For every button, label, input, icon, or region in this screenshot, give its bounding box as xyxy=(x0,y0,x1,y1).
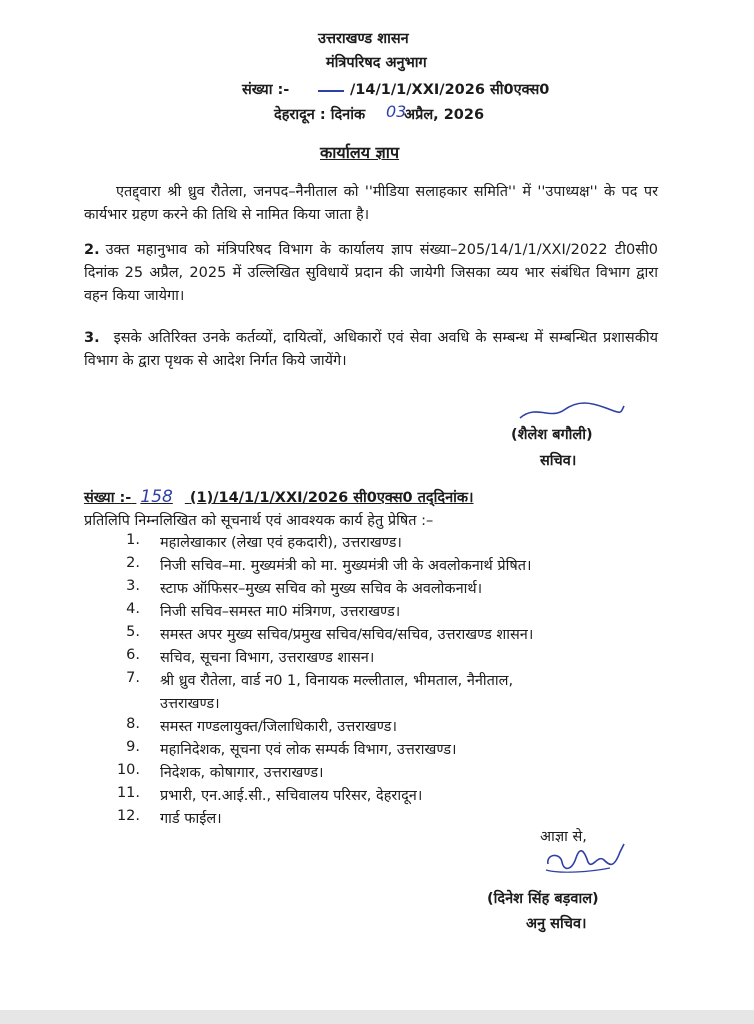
copy-recipient-list: 1. महालेखाकार (लेखा एवं हकदारी), उत्तराखण्ड। 2. निजी सचिव–मा. मुख्यमंत्री को मा. मुख्यमंत्री जी के अवलोकनार्थ प्रेषित। 3. स्टाफ ऑफिसर–मुख्य सचिव को मुख्य सचिव के अवलोकनार्थ। 4. निजी सचिव–समस्त मा0 मंत्रिगण, उत्तराखण्ड। 5. समस्त अपर मुख्य सचिव/प्रमुख सचिव/सचिव/सचिव, उत्तराखण्ड शासन। 6. सचिव, सूचना विभाग, उत्तराखण्ड शासन। 7. श्री ध्रुव रौतेला, वार्ड न0 1, विनायक मल्लीताल, भीमताल, नैनीताल, उत्तराखण्ड। 8. समस्त गण्डलायुक्त/जिलाधिकारी, उत्तराखण्ड। 9. महानिदेशक, सूचना एवं लोक सम्पर्क विभाग, उत्तराखण्ड। 10. निदेशक, कोषागार, उत्तराखण्ड। 11. प्रभारी, एन.आई.सी., सचिवालय परिसर, देहरादून। xyxy=(116,532,534,804)
date-month-year: अप्रैल, 2026 xyxy=(404,107,485,123)
scan-bottom-edge xyxy=(0,1010,754,1024)
secretary-designation: सचिव। xyxy=(540,453,577,469)
paragraph-3-number: 3. xyxy=(84,330,100,346)
place-date-label: देहरादून : दिनांक xyxy=(274,107,366,123)
paragraph-2 xyxy=(84,239,658,308)
copy-handwritten-number: 158 xyxy=(140,487,173,507)
government-heading: उत्तराखण्ड शासन xyxy=(318,31,409,47)
handwritten-dash xyxy=(318,90,344,92)
signature-secretary xyxy=(516,398,626,424)
office-memorandum-page: उत्तराखण्ड शासन मंत्रिपरिषद अनुभाग संख्या :- /14/1/1/XXI/2026 सी0एक्स0 देहरादून : दिनांक 03 अप्रैल, 2026 कार्यालय ज्ञाप एतद्द्वारा श्री ध्रुव रौतेला, जनपद–नैनीताल को ''मीडिया सलाहकार समिति'' में ''उपाध्यक्ष'' के पद पर कार्यभार ग्रहण करने की तिथि से नामित किया जाता है। 2. उक्त महानुभाव को मंत्रिपरिषद विभाग के कार्यालय ज्ञाप संख्या–205/14/1/1/XXI/2022 टी0सी0 दिनांक 25 अप्रैल, 2025 में उल्लिखित सुविधायें प्रदान की जायेगी जिसका व्यय भार संबंधित विभाग द्वारा वहन किया जायेगा। 3. इसके अतिरिक्त उनके कर्तव्यों, दायित्वों, अधिकारों एवं सेवा अवधि के सम्बन्ध में सम्बन्धित प्रशासकीय विभाग के द्वारा पृथक से आदेश निर्गत किये जायेंगे। (शैलेश बगौली) सचिव। संख्या :- 158 (1)/14/1/1/XXI/2026 सी0एक्स0 तद्‌दिनांक। प्रतिलिपि निम्नलिखित को सूचनार्थ एवं आवश्यक कार्य हेतु प्रेषित :– 1. महालेखाकार (लेखा एवं हकदारी), उत्तराखण्ड। 2. निजी सचिव–मा. मुख्यमंत्री को मा. मुख्यमंत्री जी के अवलोकनार्थ प्रेषित। 3. स्टाफ ऑफिसर–मुख्य सचिव को मुख्य सचिव के अवलोकनार्थ। 4. निजी सचिव–समस्त मा0 मंत्रिगण, उत्तराखण्ड। 5. समस्त अपर मुख्य सचिव/प्रमुख सचिव/सचिव/सचिव, उत्तराखण्ड शासन। 6. सचिव, सूचना विभाग, उत्तराखण्ड शासन। 7. श्री ध्रुव रौतेला, वार्ड न0 1, विनायक मल्लीताल, भीमताल, नैनीताल, उत्तराखण्ड। 8. समस्त गण्डलायुक्त/जिलाधिकारी, उत्तराखण्ड। 9. महानिदेशक, सूचना एवं लोक सम्पर्क विभाग, उत्तराखण्ड। 10. निदेशक, कोषागार, उत्तराखण्ड। 11. प्रभारी, एन.आई.सी., सचिवालय परिसर, देहरादून। 12. गार्ड फाईल। आज्ञा से, (दिनेश सिंह बड़वाल) अनु सचिव। xyxy=(0,0,754,1024)
under-secretary-designation: अनु सचिव। xyxy=(526,916,587,932)
copy-number-line xyxy=(84,487,474,507)
under-secretary-name: (दिनेश सिंह बड़वाल) xyxy=(487,891,599,907)
department-heading: मंत्रिपरिषद अनुभाग xyxy=(326,55,427,71)
reference-number-value: /14/1/1/XXI/2026 सी0एक्स0 xyxy=(350,82,550,98)
copy-intro: प्रतिलिपि निम्नलिखित को सूचनार्थ एवं आवश्यक कार्य हेतु प्रेषित :– xyxy=(84,513,434,529)
signature-under-secretary xyxy=(540,840,632,876)
handwritten-date: 03 xyxy=(386,102,407,121)
document-title: कार्यालय ज्ञाप xyxy=(320,143,400,162)
copy-number-label: संख्या :- xyxy=(84,490,132,506)
paragraph-1: एतद्द्वारा श्री ध्रुव रौतेला, जनपद–नैनीताल को ''मीडिया सलाहकार समिति'' में ''उपाध्यक्ष'' के पद पर कार्यभार ग्रहण करने की तिथि से नामित किया जाता है। xyxy=(84,184,658,223)
by-order-text: आज्ञा से, xyxy=(540,829,587,845)
reference-number-label: संख्या :- xyxy=(242,82,290,98)
secretary-name: (शैलेश बगौली) xyxy=(511,427,593,443)
paragraph-2-number: 2. xyxy=(84,242,100,258)
paragraph-3-text: इसके अतिरिक्त उनके कर्तव्यों, दायित्वों, अधिकारों एवं सेवा अवधि के सम्बन्ध में सम्बन्धित प्रशासकीय विभाग के द्वारा पृथक से आदेश निर्गत किये जायेंगे। xyxy=(84,330,658,369)
copy-number-rest: (1)/14/1/1/XXI/2026 सी0एक्स0 तद्‌दिनांक। xyxy=(189,490,474,506)
paragraph-3 xyxy=(84,327,658,373)
paragraph-2-text: उक्त महानुभाव को मंत्रिपरिषद विभाग के कार्यालय ज्ञाप संख्या–205/14/1/1/XXI/2022 टी0सी0 दिनांक 25 अप्रैल, 2025 में उल्लिखित सुविधायें प्रदान की जायेगी जिसका व्यय भार संबंधित विभाग द्वारा वहन किया जायेगा। xyxy=(84,242,658,304)
